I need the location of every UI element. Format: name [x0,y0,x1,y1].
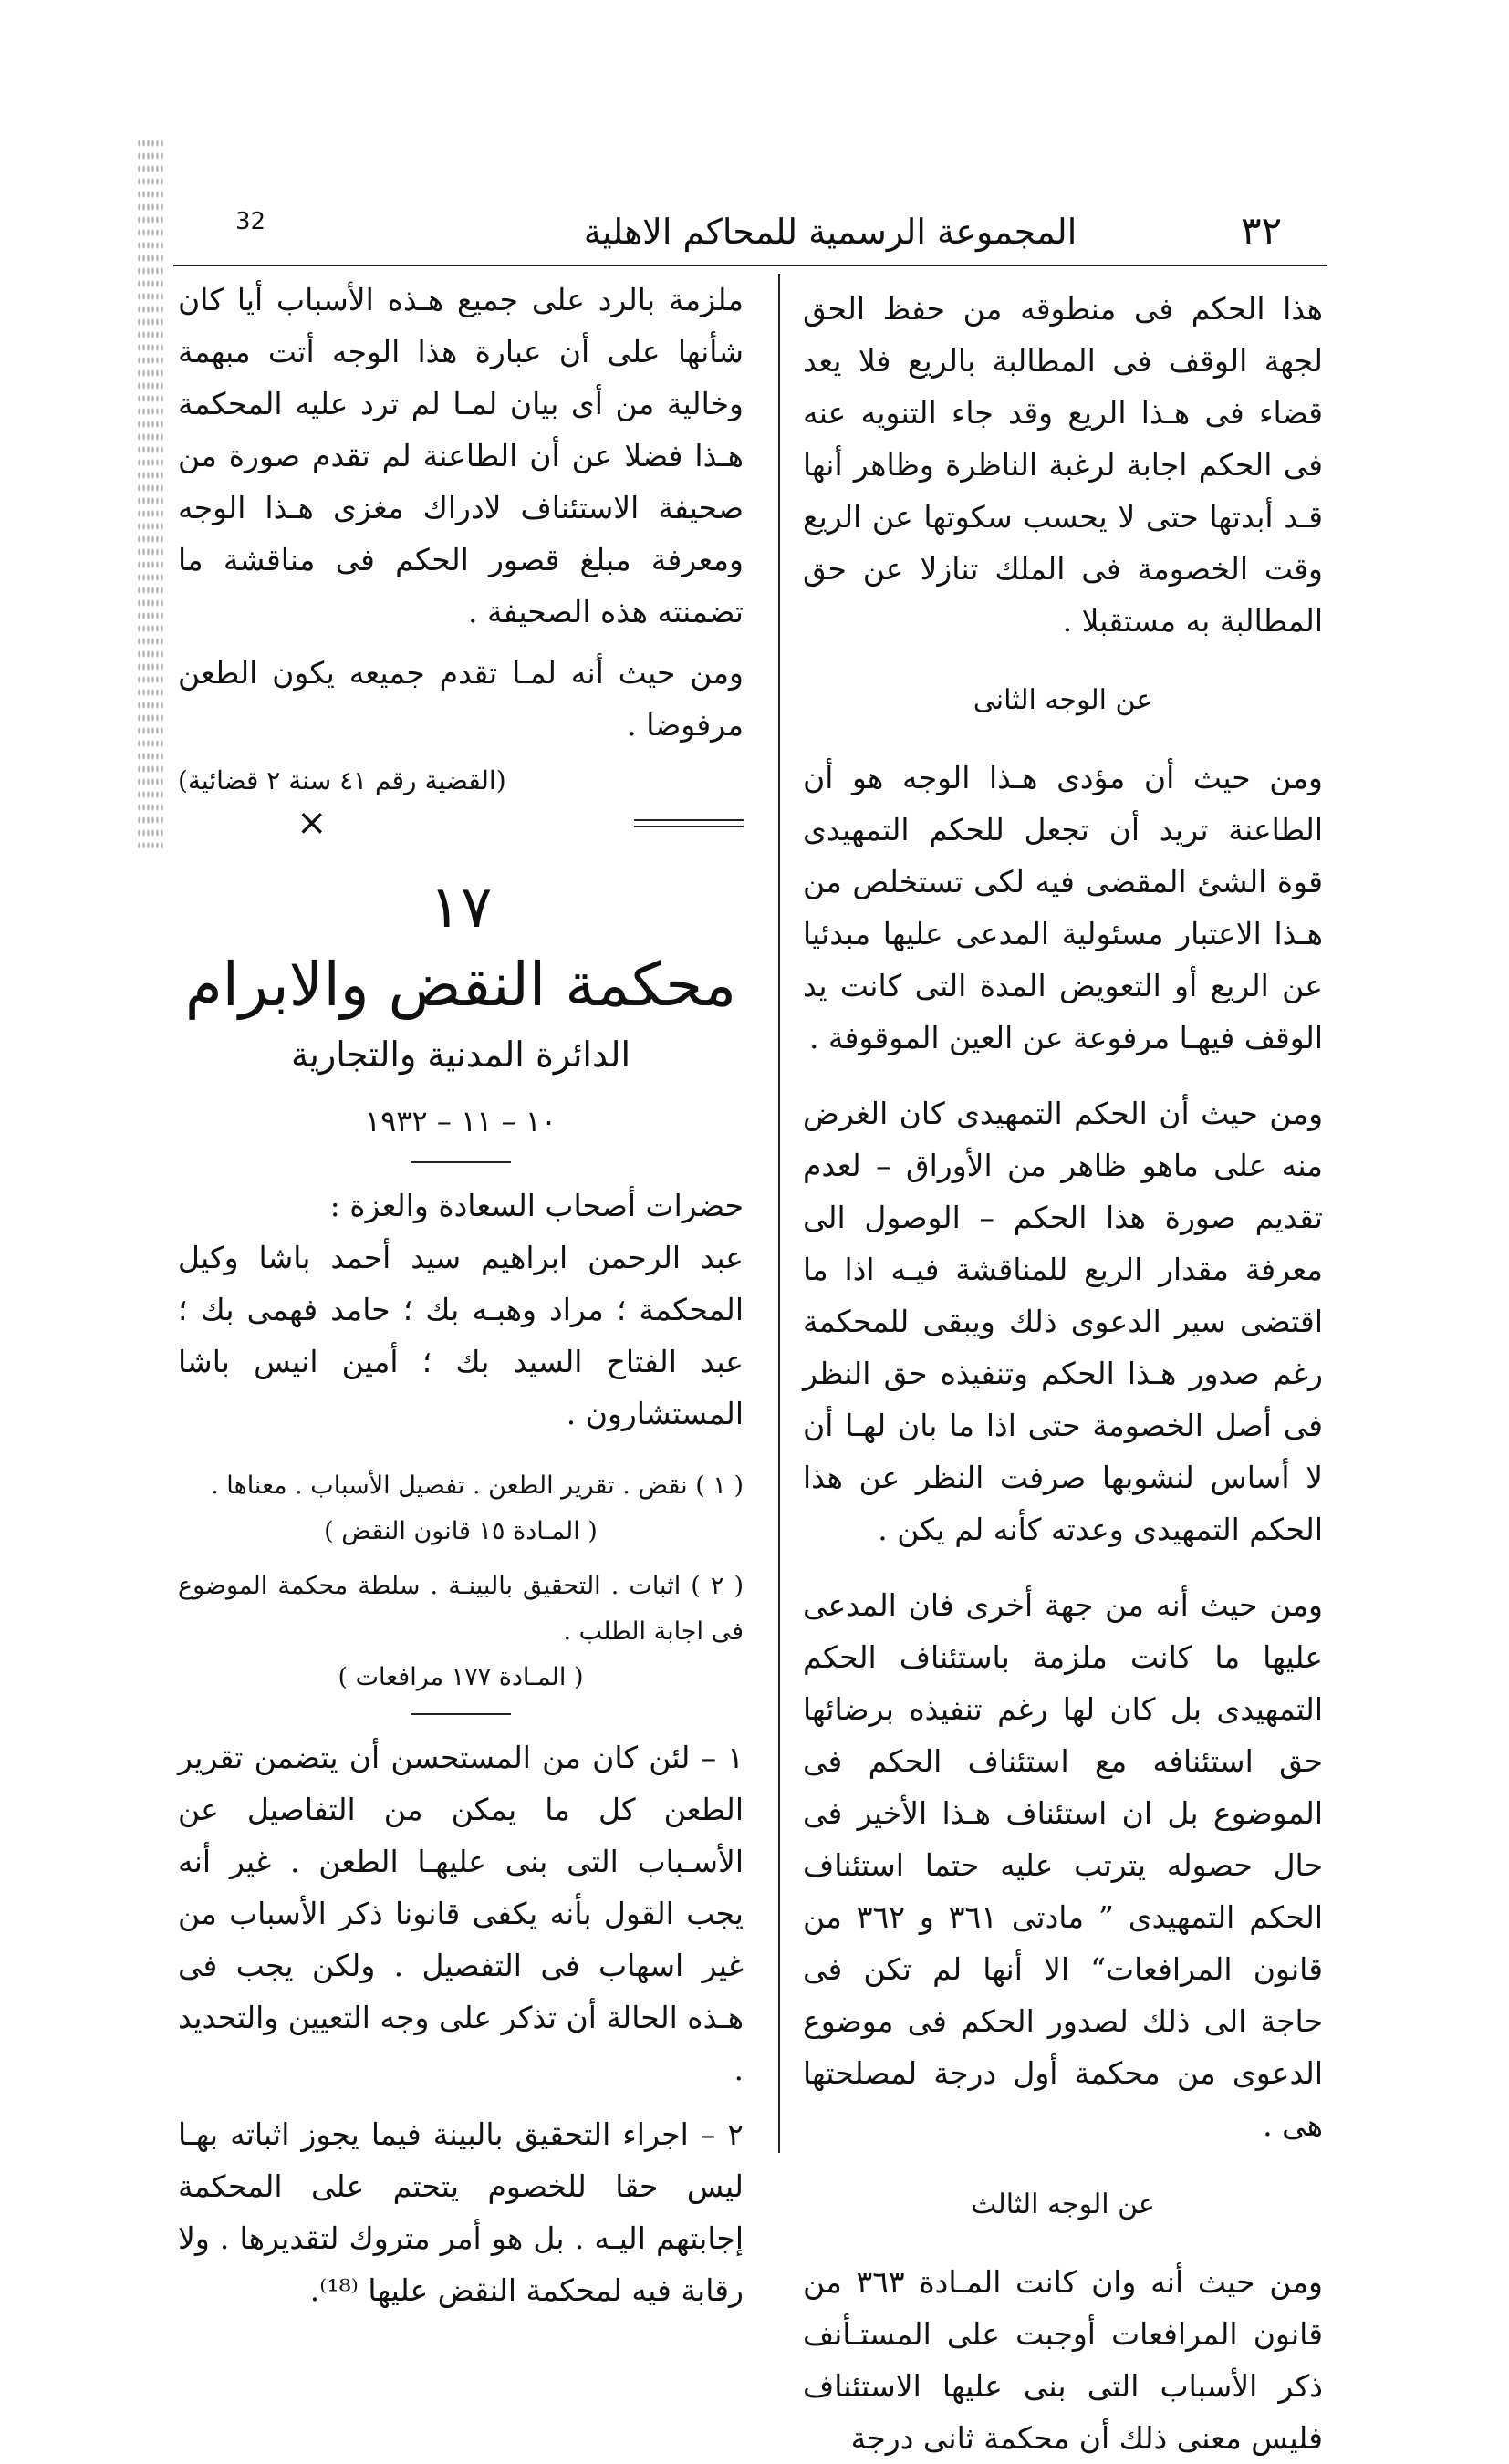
section-heading-third-ground: عن الوجه الثالث [971,2188,1155,2220]
right-column [803,283,1323,2464]
left-column [178,274,744,2316]
scan-margin-artifact [137,137,164,848]
paragraph: ومن حيث أنه لمـا تقدم جميعه يكون الطعن مرفوضا . [178,655,744,743]
headnote-1-reference: ( المـادة ١٥ قانون النقض ) [324,1517,598,1545]
headnote-2: ( ٢ ) اثبات . التحقيق بالبينـة . سلطة محكمة الموضوع فى اجابة الطلب . [178,1572,744,1646]
court-name: محكمة النقض والابرام [184,950,737,1020]
case-reference: (القضية رقم ٤١ سنة ٢ قضائية) [178,765,506,795]
bench-intro: حضرات أصحاب السعادة والعزة : [329,1188,744,1223]
column-divider [778,274,780,2153]
paragraph: ومن حيث أن الحكم التمهيدى كان الغرض منه على ماهو ظاهر من الأوراق – لعدم تقديم صورة هذا الحكم – الوصول الى معرفة مقدار الريع للمناقشة فيـه اذا ما اقتضى سير الدعوى ذلك ويبقى للمحكمة رغم صدور هـذا الحكم وتنفيذه حق النظر فى أصل الخصومة حتى اذا ما بان لهـا أن لا أساس لنشوبها صرفت النظر عن هذا الحكم التمهيدى وعدته كأنه لم يكن . [803,1096,1323,1547]
decision-date: ١٠ – ١١ – ١٩٣٢ [364,1104,557,1138]
section-heading-second-ground: عن الوجه الثانى [973,684,1153,716]
headnote-1: ( ١ ) نقض . تقرير الطعن . تفصيل الأسباب . معناها . [211,1471,744,1500]
paragraph: ومن حيث أنه وان كانت المـادة ٣٦٣ من قانون المرافعات أوجبت على المستـأنف ذكر الأسباب التى بنى عليها الاستئناف فليس معنى ذلك أن محكمة ثانى درجة [803,2264,1323,2456]
double-rule [634,819,744,827]
paragraph: ملزمة بالرد على جميع هـذه الأسباب أيا كان شأنها على أن عبارة هذا الوجه أتت مبهمة وخالية من أى بيان لمـا لم ترد عليه المحكمة هـذا فضلا عن أن الطاعنة لم تقدم صورة من صحيفة الاستئناف لادراك مغزى هـذا الوجه ومعرفة مبلغ قصور الحكم فى مناقشة ما تضمنته هذه الصحيفة . [178,282,744,629]
circuit-name: الدائرة المدنية والتجارية [290,1034,631,1075]
headnote-2-reference: ( المـادة ١٧٧ مرافعات ) [338,1663,584,1691]
header-rule [173,265,1327,266]
paragraph: ومن حيث أنه من جهة أخرى فان المدعى عليها ما كانت ملزمة باستئناف الحكم التمهيدى بل كان لها رغم تنفيذه برضائها حق استئنافه مع استئناف الحكم فى الموضوع بل ان استئناف هـذا الأخير فى حال حصوله يترتب عليه حتما استئناف الحكم التمهيدى ” مادتى ٣٦١ و ٣٦٢ من قانون المرافعات“ الا أنها لم تكن فى حاجة الى ذلك لصدور الحكم فى موضوع الدعوى من محكمة أول درجة لمصلحتها هى . [803,1587,1323,2143]
principle-2: ٢ – اجراء التحقيق بالبينة فيما يجوز اثباته بهـا ليس حقا للخصوم يتحتم على المحكمة إجابتهم اليـه . بل هو أمر متروك لتقديرها . ولا رقابة فيه لمحكمة النقض عليها ⁽¹⁸⁾. [178,2116,744,2308]
separator-rule [411,1713,511,1715]
running-title: المجموعة الرسمية للمحاكم الاهلية [583,212,1077,252]
separator-rule [411,1161,511,1163]
page-number-latin: 32 [235,208,266,235]
decision-number: ١٧ [429,874,493,941]
principle-1: ١ – لئن كان من المستحسن أن يتضمن تقرير الطعن كل ما يمكن من التفاصيل عن الأسـباب التى بنى عليهـا الطعن . غير أنه يجب القول بأنه يكفى قانونا ذكر الأسباب من غير اسهاب فى التفصيل . ولكن يجب فى هـذه الحالة أن تذكر على وجه التعيين والتحديد . [178,1740,744,2087]
paragraph: ومن حيث أن مؤدى هـذا الوجه هو أن الطاعنة تريد أن تجعل للحكم التمهيدى قوة الشئ المقضى فيه لكى تستخلص من هـذا الاعتبار مسئولية المدعى عليها مبدئيا عن الريع أو التعويض المدة التى كانت يد الوقف فيهـا مرفوعة عن العين الموقوفة . [803,760,1323,1055]
page-number-arabic: ٣٢ [1241,208,1283,253]
bench-members: عبد الرحمن ابراهيم سيد أحمد باشا وكيل المحكمة ؛ مراد وهبـه بك ؛ حامد فهمى بك ؛ عبد الفتاح السيد بك ؛ أمين انيس باشا المستشارون . [178,1240,744,1431]
paragraph: هذا الحكم فى منطوقه من حفظ الحق لجهة الوقف فى المطالبة بالريع فلا يعد قضاء فى هـذا الريع وقد جاء التنويه عنه فى الحكم اجابة لرغبة الناظرة وظاهر أنها قـد أبدتها حتى لا يحسب سكوتها عن الريع وقت الخصومة فى الملك تنازلا عن حق المطالبة به مستقبلا . [803,291,1323,639]
x-mark: × [297,802,328,844]
